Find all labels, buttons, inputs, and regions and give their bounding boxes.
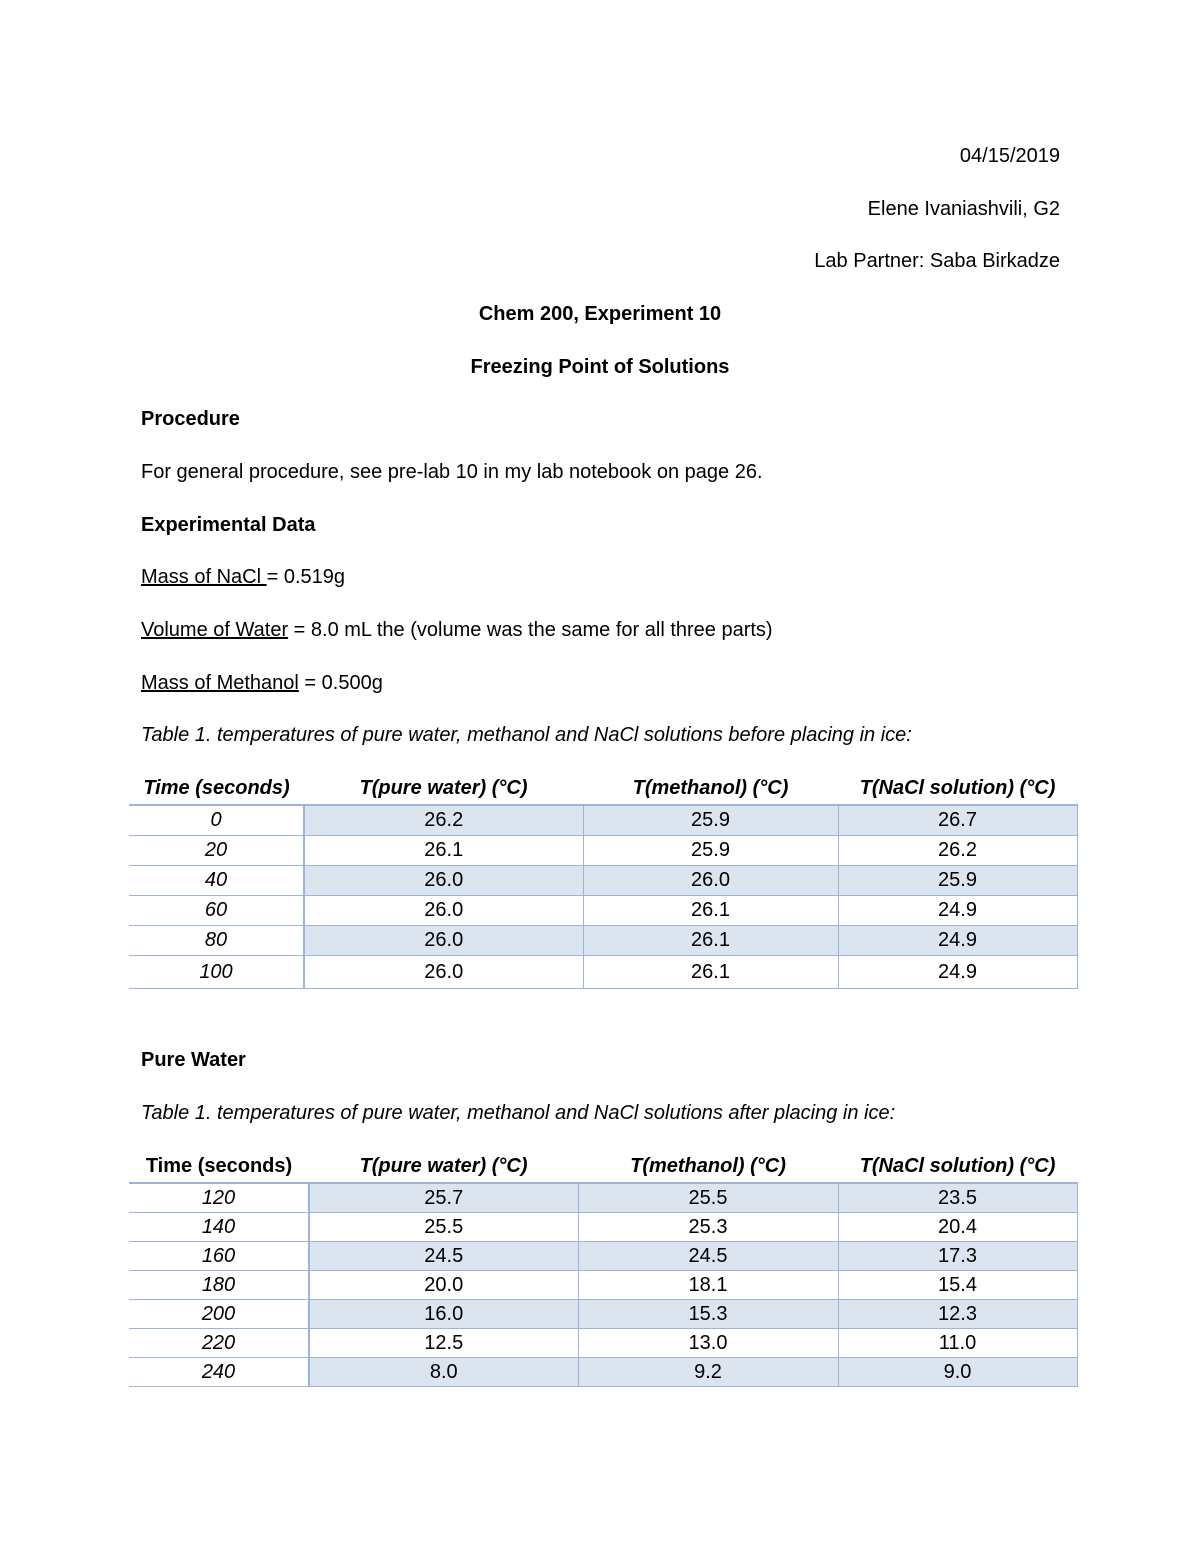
table-row	[129, 926, 1077, 956]
value-cell: 9.2	[578, 1358, 838, 1387]
value-cell: 26.0	[304, 926, 583, 956]
course-title: Chem 200, Experiment 10	[478, 303, 722, 325]
time-cell: 200	[129, 1300, 309, 1329]
time-cell: 60	[129, 896, 304, 926]
value-cell: 20.4	[838, 1213, 1077, 1242]
value-cell: 9.0	[838, 1358, 1077, 1387]
column-header: T(pure water) (°C)	[304, 772, 583, 805]
value-cell: 26.0	[583, 866, 838, 896]
table-row	[129, 1183, 1077, 1213]
column-header: Time (seconds)	[129, 1150, 309, 1183]
value-cell: 12.3	[838, 1300, 1077, 1329]
time-cell: 180	[129, 1271, 309, 1300]
value-cell: 26.1	[304, 836, 583, 866]
value-cell: 25.5	[578, 1183, 838, 1213]
volume-water-line	[141, 619, 773, 642]
table-header-row	[129, 772, 1077, 805]
time-cell: 20	[129, 836, 304, 866]
procedure-text: For general procedure, see pre-lab 10 in my lab notebook on page 26.	[141, 461, 763, 483]
table2-caption: Table 1. temperatures of pure water, methanol and NaCl solutions after placing in ice:	[141, 1102, 896, 1124]
column-header: T(methanol) (°C)	[578, 1150, 838, 1183]
table-row	[129, 1271, 1077, 1300]
value-cell: 25.7	[309, 1183, 578, 1213]
table-after-ice	[129, 1150, 1078, 1387]
time-cell: 140	[129, 1213, 309, 1242]
value-cell: 25.9	[583, 805, 838, 836]
value-cell: 26.2	[838, 836, 1077, 866]
table-row	[129, 866, 1077, 896]
table-row	[129, 896, 1077, 926]
table-header-row	[129, 1150, 1077, 1183]
value-cell: 25.9	[583, 836, 838, 866]
value-cell: 24.5	[578, 1242, 838, 1271]
column-header: T(methanol) (°C)	[583, 772, 838, 805]
volume-water-label: Volume of Water	[141, 619, 289, 641]
table-row	[129, 1300, 1077, 1329]
mass-nacl-value: = 0.519g	[266, 566, 346, 588]
table-row	[129, 956, 1077, 989]
time-cell: 40	[129, 866, 304, 896]
column-header: T(pure water) (°C)	[309, 1150, 578, 1183]
value-cell: 24.9	[838, 926, 1077, 956]
value-cell: 25.5	[309, 1213, 578, 1242]
mass-methanol-line	[141, 672, 383, 695]
time-cell: 220	[129, 1329, 309, 1358]
experimental-data-heading: Experimental Data	[141, 514, 316, 536]
value-cell: 24.9	[838, 896, 1077, 926]
time-cell: 0	[129, 805, 304, 836]
value-cell: 26.2	[304, 805, 583, 836]
pure-water-heading: Pure Water	[141, 1049, 246, 1071]
value-cell: 23.5	[838, 1183, 1077, 1213]
value-cell: 11.0	[838, 1329, 1077, 1358]
mass-nacl-label: Mass of NaCl	[141, 566, 267, 588]
value-cell: 24.5	[309, 1242, 578, 1271]
value-cell: 26.1	[583, 956, 838, 989]
procedure-heading: Procedure	[141, 408, 240, 430]
table-row	[129, 1213, 1077, 1242]
value-cell: 8.0	[309, 1358, 578, 1387]
value-cell: 15.3	[578, 1300, 838, 1329]
experiment-title: Freezing Point of Solutions	[470, 356, 730, 378]
lab-partner: Lab Partner: Saba Birkadze	[814, 250, 1060, 272]
value-cell: 13.0	[578, 1329, 838, 1358]
value-cell: 26.1	[583, 896, 838, 926]
time-cell: 80	[129, 926, 304, 956]
value-cell: 26.1	[583, 926, 838, 956]
value-cell: 17.3	[838, 1242, 1077, 1271]
table-row	[129, 1242, 1077, 1271]
value-cell: 25.9	[838, 866, 1077, 896]
volume-water-value: = 8.0 mL the (volume was the same for all three parts)	[288, 619, 773, 641]
column-header: Time (seconds)	[129, 772, 304, 805]
table-row	[129, 836, 1077, 866]
table-before-ice	[129, 772, 1078, 989]
report-date: 04/15/2019	[959, 145, 1060, 167]
mass-methanol-label: Mass of Methanol	[141, 672, 299, 694]
value-cell: 26.7	[838, 805, 1077, 836]
value-cell: 16.0	[309, 1300, 578, 1329]
mass-methanol-value: = 0.500g	[298, 672, 383, 694]
column-header: T(NaCl solution) (°C)	[838, 1150, 1077, 1183]
table-row	[129, 1358, 1077, 1387]
mass-nacl-line	[141, 566, 345, 589]
time-cell: 160	[129, 1242, 309, 1271]
value-cell: 20.0	[309, 1271, 578, 1300]
table-row	[129, 805, 1077, 836]
value-cell: 12.5	[309, 1329, 578, 1358]
value-cell: 18.1	[578, 1271, 838, 1300]
time-cell: 120	[129, 1183, 309, 1213]
table-row	[129, 1329, 1077, 1358]
value-cell: 25.3	[578, 1213, 838, 1242]
value-cell: 24.9	[838, 956, 1077, 989]
value-cell: 15.4	[838, 1271, 1077, 1300]
value-cell: 26.0	[304, 866, 583, 896]
time-cell: 240	[129, 1358, 309, 1387]
value-cell: 26.0	[304, 896, 583, 926]
column-header: T(NaCl solution) (°C)	[838, 772, 1077, 805]
value-cell: 26.0	[304, 956, 583, 989]
author-name: Elene Ivaniashvili, G2	[867, 198, 1060, 220]
time-cell: 100	[129, 956, 304, 989]
table1-caption: Table 1. temperatures of pure water, methanol and NaCl solutions before placing in ice:	[141, 724, 912, 746]
